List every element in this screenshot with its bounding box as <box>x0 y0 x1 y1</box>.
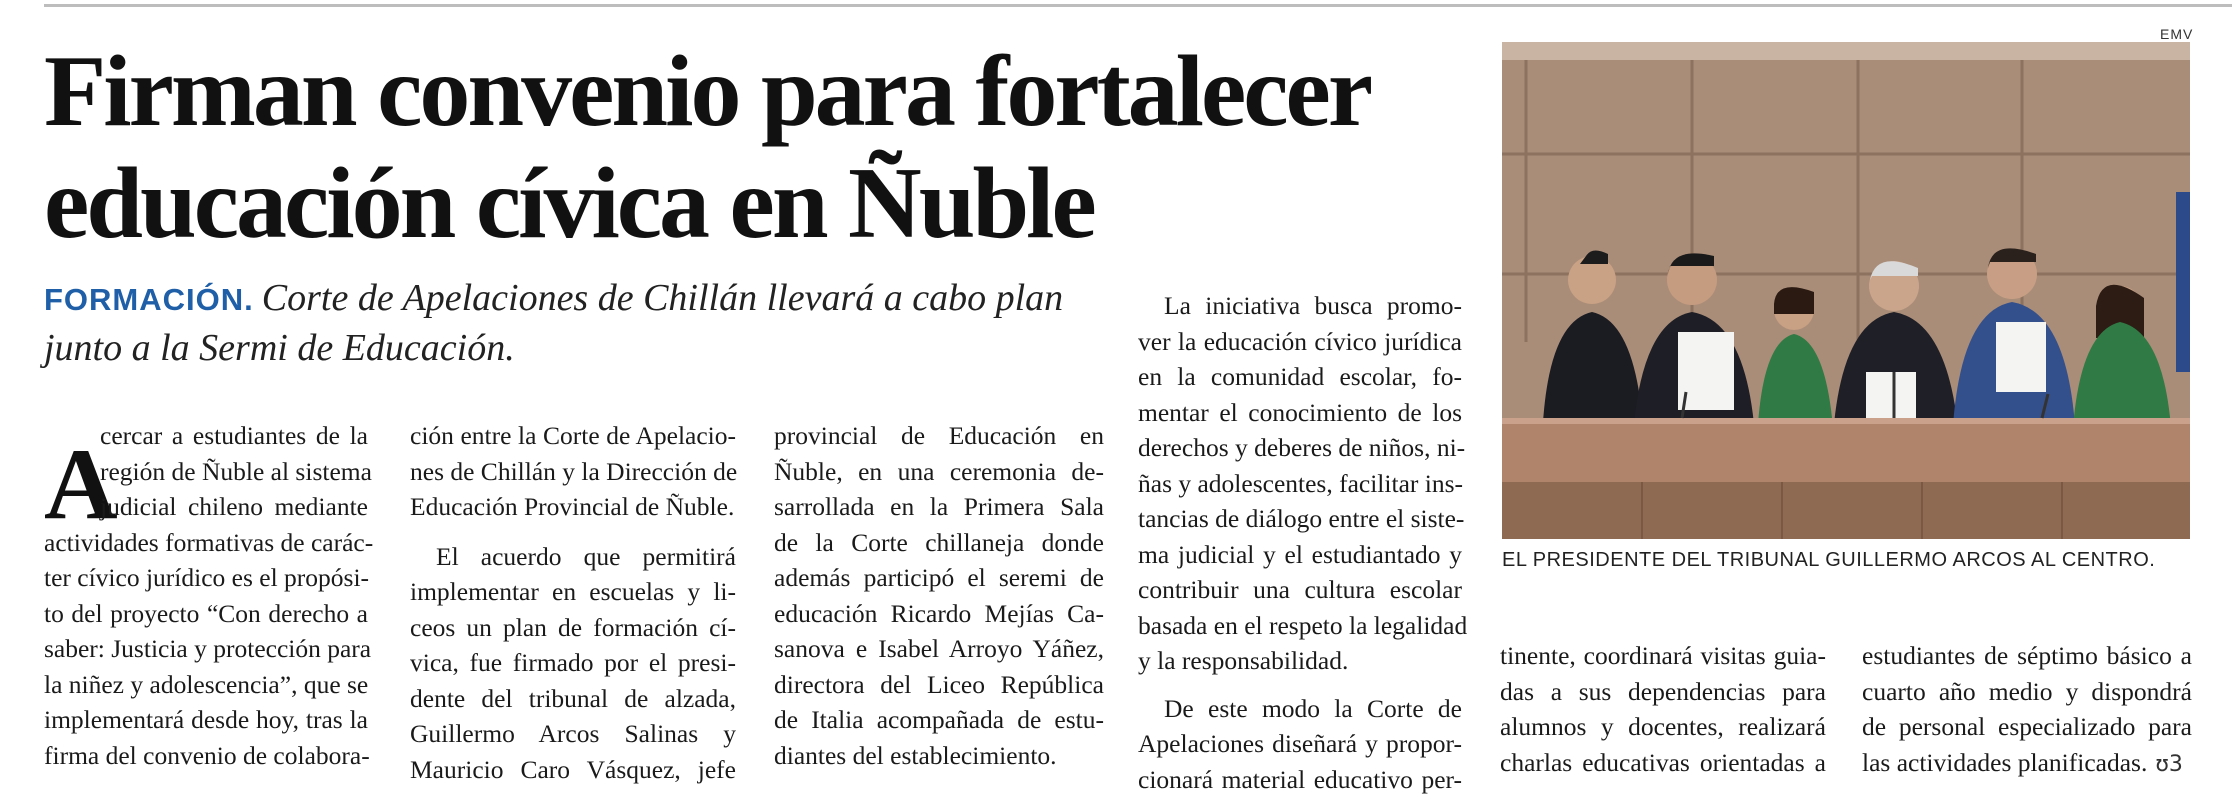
article-column-2 <box>410 418 736 787</box>
headline-line-2: educación cívica en Ñuble <box>44 148 1444 260</box>
text-line: charlas educativas orientadas a <box>1500 745 1826 781</box>
text-line: basada en el respeto la legalidad <box>1138 608 1462 644</box>
text-line: de Italia acompañada de estu- <box>774 702 1104 738</box>
text-line: sanova e Isabel Arroyo Yáñez, <box>774 631 1104 667</box>
text-line: tancias de diálogo entre el siste- <box>1138 501 1462 537</box>
drop-cap: A <box>44 440 118 530</box>
text-line: saber: Justicia y protección para <box>44 631 368 667</box>
photo-caption: EL PRESIDENTE DEL TRIBUNAL GUILLERMO ARCOS AL CENTRO. <box>1502 549 2202 572</box>
text-line: implementará desde hoy, tras la <box>44 702 368 738</box>
text-line: implementar en escuelas y li- <box>410 574 736 610</box>
article-column-4 <box>1138 288 1462 797</box>
text-line: de la Corte chillaneja donde <box>774 525 1104 561</box>
text-line: Educación Provincial de Ñuble. <box>410 489 736 525</box>
text-line: derechos y deberes de niños, ni- <box>1138 430 1462 466</box>
text-line: Mauricio Caro Vásquez, jefe <box>410 752 736 788</box>
text-line: De este modo la Corte de <box>1138 691 1462 727</box>
article-column-5 <box>1500 638 1826 780</box>
text-line: La iniciativa busca promo- <box>1138 288 1462 324</box>
article-column-6 <box>1862 638 2192 782</box>
kicker: FORMACIÓN. <box>44 282 254 317</box>
text-line: la niñez y adolescencia”, que se <box>44 667 368 703</box>
end-mark: ʊ3 <box>2155 752 2183 777</box>
photo-credit: EMV <box>2160 26 2193 42</box>
article-column-3 <box>774 418 1104 773</box>
text-line: las actividades planificadas. ʊ3 <box>1862 745 2192 783</box>
text-line: firma del convenio de colabora- <box>44 738 368 774</box>
text-line: tinente, coordinará visitas guia- <box>1500 638 1826 674</box>
text-line: Apelaciones diseñará y propor- <box>1138 726 1462 762</box>
text-line: ción entre la Corte de Apelacio- <box>410 418 736 454</box>
text-line: vica, fue firmado por el presi- <box>410 645 736 681</box>
text-line: en la comunidad escolar, fo- <box>1138 359 1462 395</box>
headline-line-1: Firman convenio para fortalecer <box>44 36 1444 148</box>
top-rule <box>44 4 2232 7</box>
text-line: to del proyecto “Con derecho a <box>44 596 368 632</box>
text-line: nes de Chillán y la Dirección de <box>410 454 736 490</box>
text-line: sarrollada en la Primera Sala <box>774 489 1104 525</box>
text-line: alumnos y docentes, realizará <box>1500 709 1826 745</box>
text-line: actividades formativas de carác- <box>44 525 368 561</box>
subhead <box>44 274 1134 372</box>
text-line: contribuir una cultura escolar <box>1138 572 1462 608</box>
text-line: ñas y adolescentes, facilitar ins- <box>1138 466 1462 502</box>
text-line: Ñuble, en una ceremonia de- <box>774 454 1104 490</box>
text-line: ter cívico jurídico es el propósi- <box>44 560 368 596</box>
news-photo <box>1502 42 2190 539</box>
text-line: El acuerdo que permitirá <box>410 539 736 575</box>
text-line: dente del tribunal de alzada, <box>410 681 736 717</box>
text-line: cionará material educativo per- <box>1138 762 1462 797</box>
text-line: y la responsabilidad. <box>1138 643 1462 679</box>
text-line: educación Ricardo Mejías Ca- <box>774 596 1104 632</box>
text-line: ver la educación cívico jurídica <box>1138 324 1462 360</box>
text-line: ceos un plan de formación cí- <box>410 610 736 646</box>
text-line: estudiantes de séptimo básico a <box>1862 638 2192 674</box>
text-line: provincial de Educación en <box>774 418 1104 454</box>
headline <box>44 36 1444 260</box>
text-line: cercar a estudiantes de la <box>44 418 368 454</box>
text-line: además participó el seremi de <box>774 560 1104 596</box>
text-line: das a sus dependencias para <box>1500 674 1826 710</box>
text-line: judicial chileno mediante <box>44 489 368 525</box>
text-line: cuarto año medio y dispondrá <box>1862 674 2192 710</box>
text-line: diantes del establecimiento. <box>774 738 1104 774</box>
text-line: Guillermo Arcos Salinas y <box>410 716 736 752</box>
article-column-1 <box>44 418 368 773</box>
photo-scene <box>1502 42 2190 539</box>
text-line: directora del Liceo República <box>774 667 1104 703</box>
subhead-text: Corte de Apelaciones de Chillán llevará a cabo plan junto a la Sermi de Educación. <box>44 277 1063 369</box>
text-line: de personal especializado para <box>1862 709 2192 745</box>
text-line: ma judicial y el estudiantado y <box>1138 537 1462 573</box>
text-line: región de Ñuble al sistema <box>44 454 368 490</box>
text-line: mentar el conocimiento de los <box>1138 395 1462 431</box>
